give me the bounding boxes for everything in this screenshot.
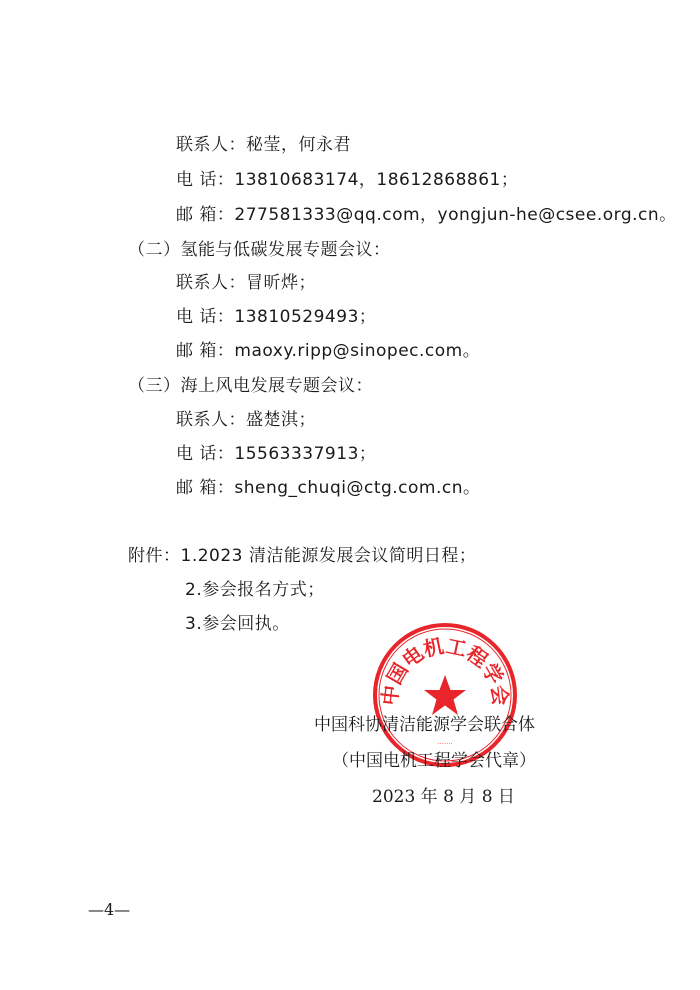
phone-3: 电 话：15563337913；	[176, 444, 377, 464]
phone-1: 电 话：13810683174，18612868861；	[176, 170, 519, 190]
seal-star-icon	[424, 675, 466, 715]
phone-2: 电 话：13810529493；	[176, 307, 377, 327]
section-2-title: （二）氢能与低碳发展专题会议：	[128, 240, 391, 260]
signature-seal-note: （中国电机工程学会代章）	[332, 751, 536, 771]
attachment-3: 3.参会回执。	[185, 614, 290, 634]
email-2: 邮 箱：maoxy.ripp@sinopec.com。	[176, 341, 481, 361]
signature-date: 2023 年 8 月 8 日	[372, 787, 515, 807]
signature-org: 中国科协清洁能源学会联合体	[314, 715, 535, 735]
email-3: 邮 箱：sheng_chuqi@ctg.com.cn。	[176, 478, 481, 498]
attachment-1: 附件：1.2023 清洁能源发展会议简明日程；	[128, 546, 477, 566]
page-number: —4—	[88, 900, 131, 919]
svg-text:·······: ·······	[437, 740, 453, 748]
attachment-2: 2.参会报名方式；	[185, 580, 325, 600]
svg-text:中国电机工程学会: 中国电机工程学会	[377, 633, 513, 707]
contact-1: 联系人：秘莹，何永君	[176, 135, 351, 155]
contact-3: 联系人：盛楚淇；	[176, 410, 316, 430]
contact-2: 联系人：冒昕烨；	[176, 273, 316, 293]
section-3-title: （三）海上风电发展专题会议：	[128, 376, 373, 396]
email-1: 邮 箱：277581333@qq.com，yongjun-he@csee.org.cn。	[176, 205, 677, 225]
official-seal	[370, 620, 520, 770]
